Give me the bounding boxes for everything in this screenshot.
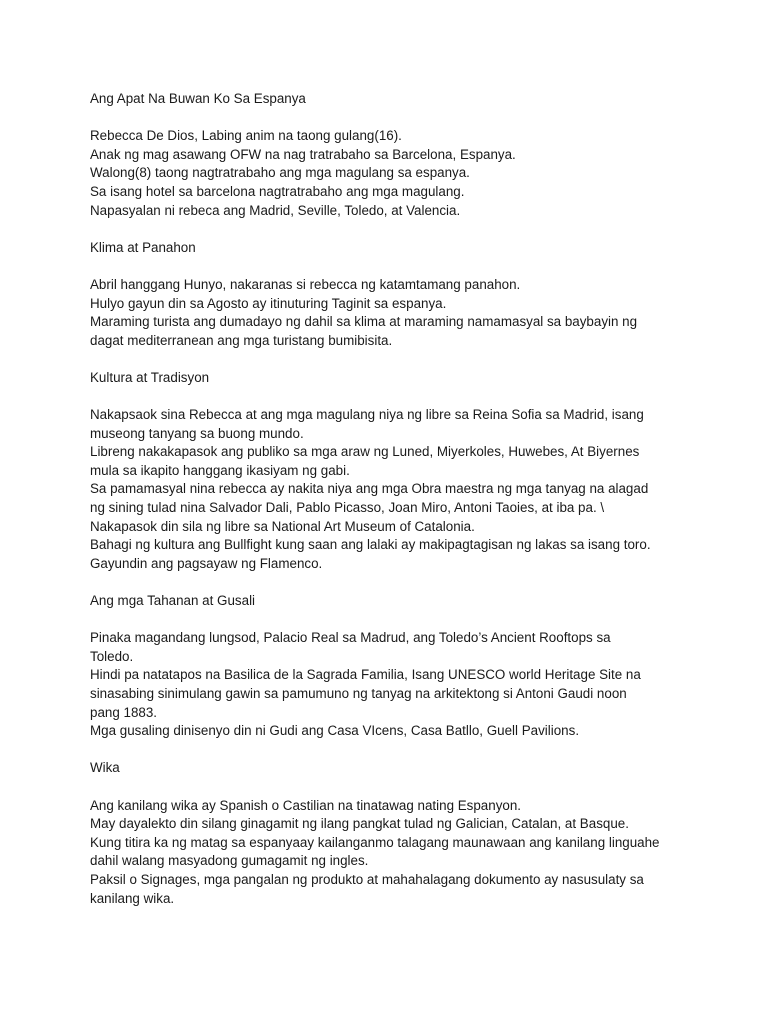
body-line: Abril hanggang Hunyo, nakaranas si rebecca ng katamtamang panahon. <box>90 276 521 292</box>
document-title: Ang Apat Na Buwan Ko Sa Espanya <box>90 91 306 106</box>
section-body-klima <box>90 276 708 350</box>
intro-line: Napasyalan ni rebeca ang Madrid, Seville, Toledo, at Valencia. <box>90 202 461 218</box>
body-line: Mga gusaling dinisenyo din ni Gudi ang Casa VIcens, Casa Batllo, Guell Pavilions. <box>90 723 580 739</box>
body-line: pang 1883. <box>90 704 158 720</box>
body-line: kanilang wika. <box>90 890 175 906</box>
section-body-wika <box>90 797 708 909</box>
body-line: May dayalekto din silang ginagamit ng ilang pangkat tulad ng Galician, Catalan, at Basque. <box>90 816 629 832</box>
body-line: Bahagi ng kultura ang Bullfight kung saan ang lalaki ay makipagtagisan ng lakas sa isang toro. <box>90 537 651 553</box>
section-body-kultura <box>90 406 708 573</box>
body-line: dahil walang masyadong gumagamit ng ingles. <box>90 853 369 869</box>
intro-line: Rebecca De Dios, Labing anim na taong gulang(16). <box>90 128 402 144</box>
body-line: sinasabing sinimulang gawin sa pamumuno ng tanyag na arkitektong si Antoni Gaudi noon <box>90 686 627 701</box>
body-line: Kung titira ka ng matag sa espanyaay kailanganmo talagang maunawaan ang kanilang linguahe <box>90 834 660 850</box>
body-line: Pinaka magandang lungsod, Palacio Real sa Madrud, ang Toledo’s Ancient Rooftops sa <box>90 630 611 646</box>
body-line: Sa pamamasyal nina rebecca ay nakita niya ang mga Obra maestra ng mga tanyag na alagad <box>90 481 649 497</box>
intro-paragraph <box>90 127 708 220</box>
body-line: Paksil o Signages, mga pangalan ng produkto at mahahalagang dokumento ay nasusulaty sa <box>90 871 644 887</box>
section-body-tahanan <box>90 629 708 741</box>
body-line: museong tanyang sa buong mundo. <box>90 425 304 441</box>
body-line: Maraming turista ang dumadayo ng dahil sa klima at maraming namamasyal sa baybayin ng <box>90 314 638 330</box>
body-line: Hindi pa natatapos na Basilica de la Sagrada Familia, Isang UNESCO world Heritage Site na <box>90 667 641 683</box>
body-line: Nakapsaok sina Rebecca at ang mga magulang niya ng libre sa Reina Sofia sa Madrid, isang <box>90 407 644 423</box>
body-line: Nakapasok din sila ng libre sa National Art Museum of Catalonia. <box>90 518 475 534</box>
body-line: dagat mediterranean ang mga turistang bumibisita. <box>90 332 393 348</box>
body-line: Libreng nakakapasok ang publiko sa mga araw ng Luned, Miyerkoles, Huwebes, At Biyernes <box>90 444 640 460</box>
body-line: Hulyo gayun din sa Agosto ay itinuturing Taginit sa espanya. <box>90 295 447 311</box>
body-line: Gayundin ang pagsayaw ng Flamenco. <box>90 555 323 571</box>
section-heading-klima: Klima at Panahon <box>90 239 196 255</box>
section-heading-tahanan: Ang mga Tahanan at Gusali <box>90 593 256 609</box>
intro-line: Anak ng mag asawang OFW na nag tratrabaho sa Barcelona, Espanya. <box>90 146 516 162</box>
body-line: mula sa ikapito hanggang ikasiyam ng gabi. <box>90 462 350 478</box>
intro-line: Walong(8) taong nagtratrabaho ang mga magulang sa espanya. <box>90 165 470 181</box>
section-heading-wika: Wika <box>90 760 120 776</box>
section-heading-kultura: Kultura at Tradisyon <box>90 369 210 385</box>
body-line: Ang kanilang wika ay Spanish o Castilian na tinatawag nating Espanyon. <box>90 797 522 813</box>
body-line: ng sining tulad nina Salvador Dali, Pablo Picasso, Joan Miro, Antoni Taoies, at iba pa. \ <box>90 500 605 516</box>
intro-line: Sa isang hotel sa barcelona nagtratrabaho ang mga magulang. <box>90 183 465 199</box>
body-line: Toledo. <box>90 648 134 664</box>
